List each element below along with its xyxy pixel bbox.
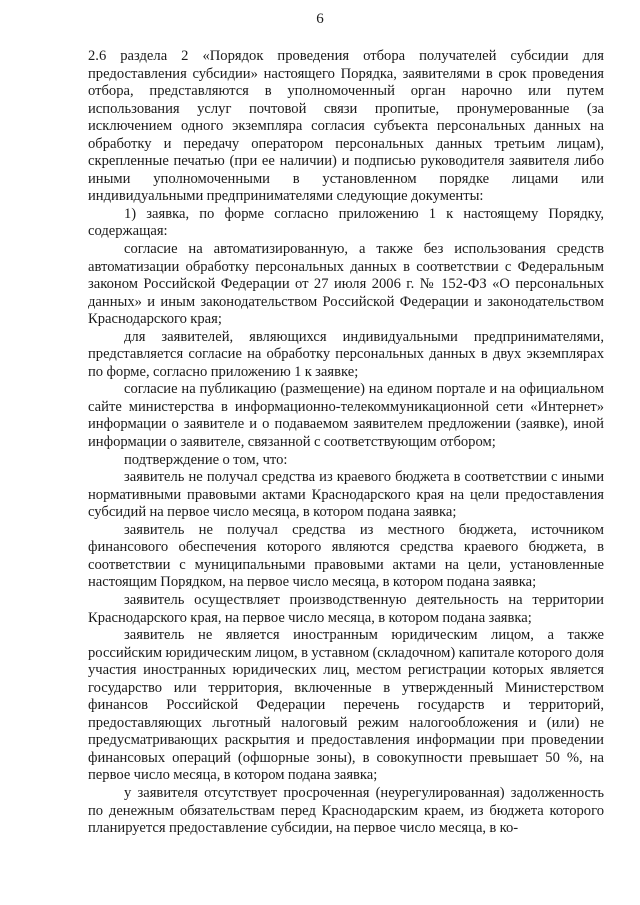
paragraph-continuation-2-6: 2.6 раздела 2 «Порядок проведения отбора получателей субсидии для предоставления субсидии» настоящего Порядка, заявителями в срок проведения отбора, представляются в уполномоченный орган нарочно или путем использования услуг почтовой связи пропитые, пронумерованные (за исключением одного экземпляра согласия субъекта персональных данных на обработку и передачу оператором персональных данных третьим лицам), скрепленные печатью (при ее наличии) и подписью руководителя заявителя либо иными уполномоченными в установленном порядке лицами или индивидуальными предпринимателями следующие документы: xyxy=(88,48,604,205)
paragraph-consent-publication: согласие на публикацию (размещение) на едином портале и на официальном сайте министерства в информационно-телекоммуникационной сети «Интернет» информации о заявителе и о подаваемом заявителем предложении (заявке), иной информации о заявителе, связанной с соответствующим отбором; xyxy=(88,381,604,451)
paragraph-no-local-funds: заявитель не получал средства из местного бюджета, источником финансового обеспечения которого являются средства краевого бюджета, в соответствии с муниципальными правовыми актами на цели, установленные настоящим Порядком, на первое число месяца, в котором подана заявка; xyxy=(88,521,604,591)
paragraph-not-foreign-entity: заявитель не является иностранным юридическим лицом, а также российским юридическим лицом, в уставном (складочном) капитале которого доля участия иностранных юридических лиц, местом регистрации которых является государство или территория, включенные в утвержденный Министерством финансов Российской Федерации перечень государств и территорий, предоставляющих льготный налоговый режим налогообложения и (или) не предусматривающих раскрытия и предоставления информации при проведении финансовых операций (офшорные зоны), в совокупности превышает 50 %, на первое число месяца, в котором подана заявка; xyxy=(88,627,604,784)
page-number: 6 xyxy=(316,11,324,27)
paragraph-consent-processing: согласие на автоматизированную, а также без использования средств автоматизации обработку персональных данных в соответствии с Федеральным законом Российской Федерации от 27 июля 2006 г. № 152-ФЗ «О персональных данных» и иным законодательством Российской Федерации и законодательством Краснодарского края; xyxy=(88,241,604,328)
paragraph-production-activity: заявитель осуществляет производственную деятельность на территории Краснодарского края, на первое число месяца, в котором подана заявка; xyxy=(88,591,604,626)
paragraph-no-regional-funds: заявитель не получал средства из краевого бюджета в соответствии с иными нормативными правовыми актами Краснодарского края на цели предоставления субсидий на первое число месяца, в котором подана заявка; xyxy=(88,469,604,521)
paragraph-no-overdue-debt: у заявителя отсутствует просроченная (неурегулированная) задолженность по денежным обязательствам перед Краснодарским краем, из бюджета которого планируется предоставление субсидии, на первое число месяца, в ко- xyxy=(88,784,604,837)
paragraph-application: 1) заявка, по форме согласно приложению 1 к настоящему Порядку, содержащая: xyxy=(88,205,604,240)
paragraph-confirmation: подтверждение о том, что: xyxy=(124,451,288,468)
document-body xyxy=(88,48,604,838)
paragraph-entrepreneurs-consent: для заявителей, являющихся индивидуальными предпринимателями, представляется согласие на обработку персональных данных в двух экземплярах по форме, согласно приложению 1 к заявке; xyxy=(88,328,604,380)
